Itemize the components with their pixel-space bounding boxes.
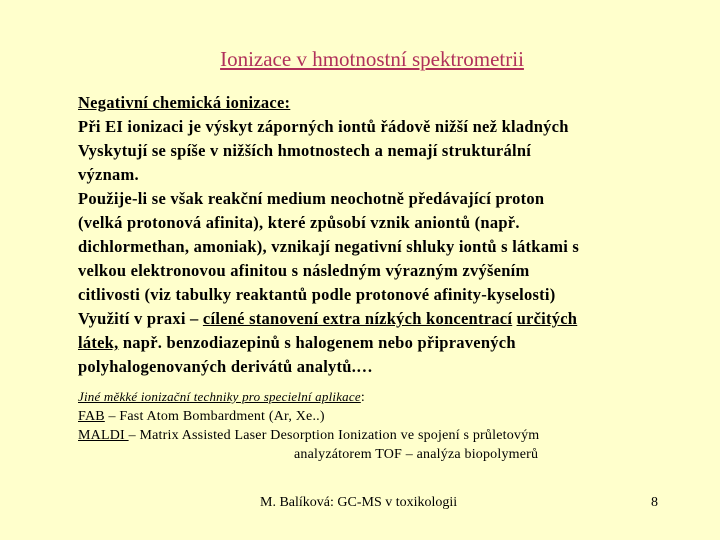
underlined-phrase: určitých [516, 309, 578, 328]
text-line: význam. [78, 165, 139, 184]
slide-title: Ionizace v hmotnostní spektrometrii [220, 47, 524, 71]
text-line: citlivosti (viz tabulky reaktantů podle protonové afinity-kyselosti) [78, 285, 556, 304]
fab-abbreviation: FAB [78, 409, 105, 424]
maldi-abbreviation: MALDI [78, 428, 129, 443]
main-text-block [78, 91, 678, 379]
section-heading: Negativní chemická ionizace: [78, 93, 291, 112]
text-line: Při EI ionizaci je výskyt záporných iontů řádově nižší než kladných [78, 117, 569, 136]
other-techniques-heading: Jiné měkké ionizační techniky pro specielní aplikace [78, 389, 361, 404]
text-segment: Využití v praxi – [78, 309, 203, 328]
fab-description: – Fast Atom Bombardment (Ar, Xe..) [104, 409, 325, 424]
fab-line [78, 407, 678, 426]
text-line: polyhalogenovaných derivátů analytů.… [78, 357, 373, 376]
other-techniques-heading-line [78, 387, 678, 407]
text-segment: např. benzodiazepinů s halogenem nebo připravených [118, 333, 516, 352]
other-techniques-block [78, 387, 678, 464]
maldi-description: – Matrix Assisted Laser Desorption Ionization ve spojení s průletovým [128, 428, 540, 443]
text-line: Použije-li se však reakční medium neochotně předávající proton [78, 189, 545, 208]
text-line [78, 331, 678, 355]
text-line [78, 307, 678, 331]
underlined-phrase: cílené stanovení extra nízkých koncentrací [202, 309, 513, 328]
text-line: velkou elektronovou afinitou s následným výrazným zvýšením [78, 261, 530, 280]
text-line: (velká protonová afinita), které způsobí vznik aniontů (např. [78, 213, 520, 232]
footer-author: M. Balíková: GC-MS v toxikologii [260, 495, 458, 510]
text-line: dichlormethan, amoniak), vznikají negativní shluky iontů s látkami s [78, 237, 580, 256]
maldi-line [78, 426, 678, 445]
page-number: 8 [651, 495, 658, 510]
underlined-phrase: látek, [78, 333, 119, 352]
text-line: Vyskytují se spíše v nižších hmotnostech a nemají strukturální [78, 141, 532, 160]
maldi-continuation: analyzátorem TOF – analýza biopolymerů [294, 447, 539, 462]
heading-colon: : [360, 390, 365, 405]
